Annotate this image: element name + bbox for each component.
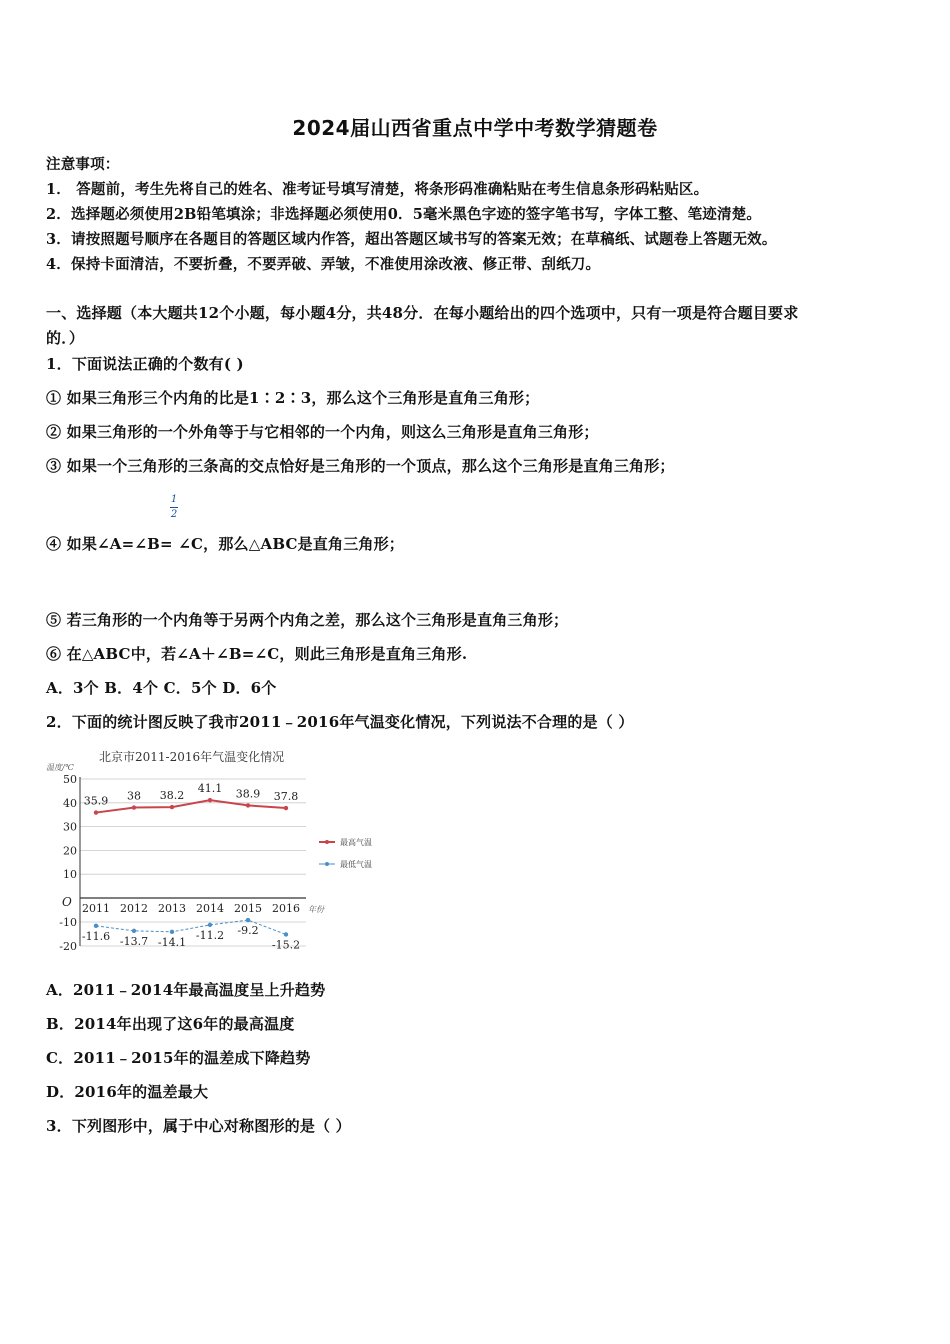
data-label-0-4: 38.9 [235,787,261,801]
y-tick-label-2: 30 [63,820,77,834]
data-point-0-1 [132,805,136,809]
chart-origin-label: O [62,895,72,909]
question-3-stem: 3．下列图形中，属于中心对称图形的是（ ） [46,1117,351,1135]
data-label-1-5: -15.2 [271,938,301,952]
data-point-1-1 [132,929,136,933]
temperature-line-chart [44,746,389,956]
data-point-0-3 [208,798,212,802]
x-tick-label-2012: 2012 [120,902,148,915]
question-1-statement-4: ④ 如果∠A=∠B= ∠C，那么△ABC是直角三角形； [46,535,405,553]
data-point-1-3 [208,923,212,927]
notice-item-1: 1． 答题前，考生先将自己的姓名、准考证号填写清楚，将条形码准确粘贴在考生信息条形码粘贴区。 [46,181,709,198]
data-label-1-1: -13.7 [119,934,149,948]
question-1-options: A．3个 B．4个 C．5个 D．6个 [46,679,277,697]
question-2-stem: 2．下面的统计图反映了我市2011﹣2016年气温变化情况，下列说法不合理的是（ ） [46,713,634,731]
series-line-0 [96,800,286,812]
y-tick-label-5: -10 [59,916,77,929]
data-label-0-0: 35.9 [83,794,109,808]
page-title: 2024届山西省重点中学中考数学猜题卷 [292,116,658,140]
data-point-1-4 [246,918,250,922]
fraction-numerator: 1 [170,494,178,505]
fraction-bar [170,507,178,508]
question-1-statement-5: ⑤ 若三角形的一个内角等于另两个内角之差，那么这个三角形是直角三角形； [46,611,569,629]
data-point-0-0 [94,810,98,814]
data-point-1-0 [94,924,98,928]
x-tick-label-2011: 2011 [82,902,110,915]
question-1-statement-1: ① 如果三角形三个内角的比是1∶2∶3，那么这个三角形是直角三角形； [46,389,540,407]
question-1-stem: 1．下面说法正确的个数有( ) [46,355,244,373]
notice-item-3: 3．请按照题号顺序在各题目的答题区域内作答，超出答题区域书写的答案无效；在草稿纸、试题卷上答题无效。 [46,231,777,248]
data-label-1-4: -9.2 [237,924,259,938]
fraction-one-half [170,494,178,521]
y-tick-label-0: 50 [63,773,77,786]
x-tick-label-2014: 2014 [196,902,224,915]
data-label-1-0: -11.6 [81,929,111,943]
chart-title: 北京市2011-2016年气温变化情况 [99,750,285,764]
data-label-0-2: 38.2 [159,789,185,803]
x-tick-label-2015: 2015 [234,902,262,915]
data-point-1-2 [170,930,174,934]
x-tick-label-2016: 2016 [272,902,300,915]
question-2-option-c: C．2011﹣2015年的温差成下降趋势 [46,1049,311,1067]
question-2-option-a: A．2011﹣2014年最高温度呈上升趋势 [46,981,326,999]
legend-label-1: 最低气温 [340,860,372,869]
chart-x-axis-label: 年份 [308,905,324,914]
legend-marker-1 [325,862,329,866]
notice-heading: 注意事项： [46,156,120,173]
y-tick-label-4: 10 [63,868,77,882]
notice-item-4: 4．保持卡面清洁，不要折叠，不要弄破、弄皱，不准使用涂改液、修正带、刮纸刀。 [46,256,601,273]
data-label-0-3: 41.1 [197,782,223,796]
data-label-0-1: 38 [127,789,141,803]
y-tick-label-6: -20 [59,940,77,953]
notice-item-2: 2．选择题必须使用2B铅笔填涂；非选择题必须使用0．5毫米黑色字迹的签字笔书写，字体工整、笔迹清楚。 [46,206,762,223]
question-1-statement-3: ③ 如果一个三角形的三条高的交点恰好是三角形的一个顶点，那么这个三角形是直角三角形； [46,457,675,475]
legend-marker-0 [325,840,329,844]
legend-label-0: 最高气温 [340,838,372,847]
section-heading-line-2: 的．） [46,329,85,347]
data-point-1-5 [284,932,288,936]
data-label-1-2: -14.1 [157,935,187,949]
y-tick-label-3: 20 [63,844,77,858]
data-label-0-5: 37.8 [273,790,299,804]
y-tick-label-1: 40 [63,796,77,810]
chart-y-axis-label: 温度/℃ [46,763,74,772]
data-point-0-2 [170,805,174,809]
fraction-denominator: 2 [170,509,178,520]
question-2-option-b: B．2014年出现了这6年的最高温度 [46,1015,295,1033]
data-point-0-5 [284,806,288,810]
question-1-statement-6: ⑥ 在△ABC中，若∠A＋∠B=∠C，则此三角形是直角三角形. [46,645,468,663]
section-heading-line-1: 一、选择题（本大题共12个小题，每小题4分，共48分．在每小题给出的四个选项中，只有一项是符合题目要求 [46,304,799,322]
x-tick-label-2013: 2013 [158,902,186,915]
data-label-1-3: -11.2 [195,928,225,942]
question-2-option-d: D．2016年的温差最大 [46,1083,209,1101]
question-1-statement-2: ② 如果三角形的一个外角等于与它相邻的一个内角，则这么三角形是直角三角形； [46,423,599,441]
data-point-0-4 [246,803,250,807]
